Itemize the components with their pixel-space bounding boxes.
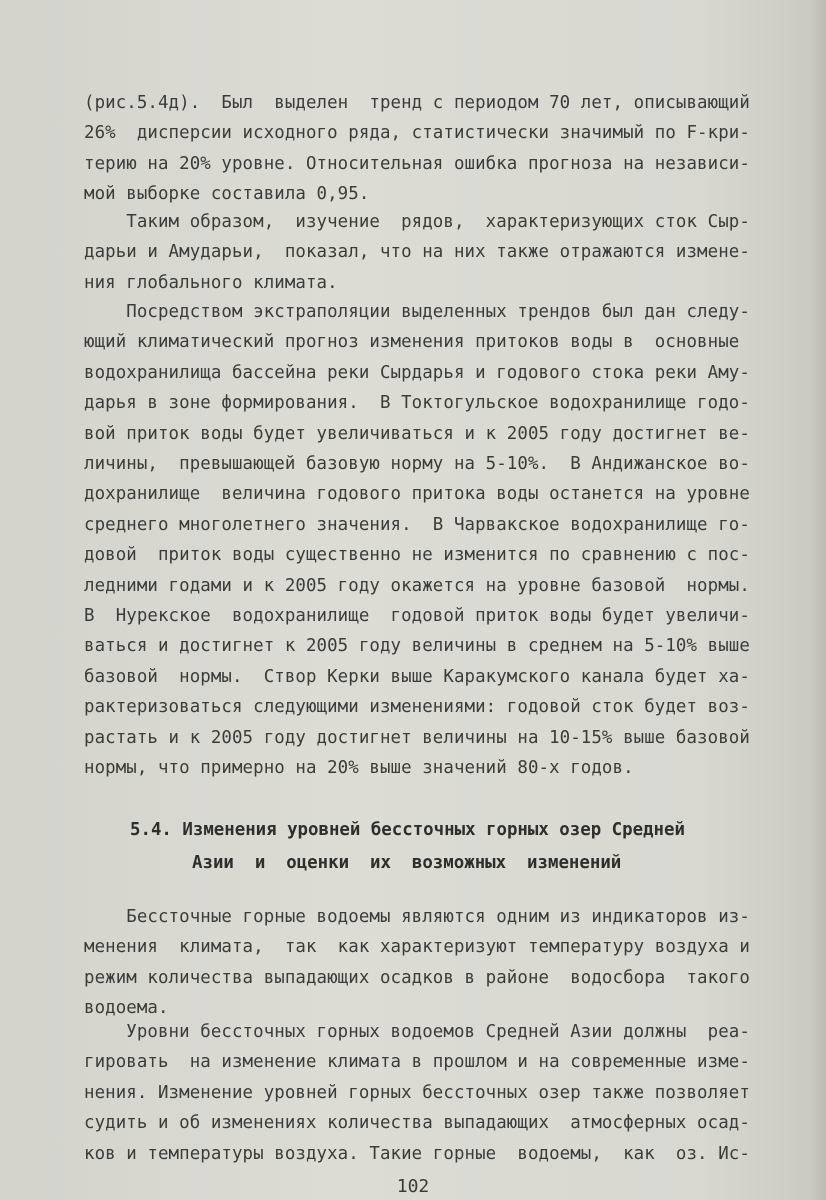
text-line: ющий климатический прогноз изменения притоков воды в основные [84, 332, 740, 353]
text-line: водохранилища бассейна реки Сырдарья и годового стока реки Аму- [84, 362, 750, 383]
text-line: среднего многолетнего значения. В Чарвакское водохранилище го- [84, 514, 750, 535]
text-line: менения климата, так как характеризуют температуру воздуха и [84, 937, 750, 958]
section-number: 5.4. [130, 820, 172, 840]
text-line: мой выборке составила 0,95. [84, 184, 370, 205]
section-heading-line1 [130, 814, 770, 847]
text-line: Бессточные горные водоемы являются одним из индикаторов из- [84, 907, 750, 927]
page-edge-shadow [808, 0, 826, 1200]
text-line: дарьи и Амударьи, показал, что на них также отражаются измене- [84, 242, 750, 263]
text-line: водоема. [84, 998, 169, 1019]
text-line: ков и температуры воздуха. Такие горные водоемы, как оз. Ис- [84, 1143, 750, 1164]
text-line: базовой нормы. Створ Керки выше Каракумского канала будет ха- [84, 666, 750, 687]
text-line: дохранилище величина годового притока воды останется на уровне [84, 484, 750, 505]
text-line: нормы, что примерно на 20% выше значений 80-х годов. [84, 758, 634, 779]
text-line: вой приток воды будет увеличиваться и к 2005 году достигнет ве- [84, 423, 750, 444]
section-title-line2: Азии и оценки их возможных изменений [192, 853, 622, 873]
text-line: Посредством экстраполяции выделенных трендов был дан следу- [84, 302, 750, 322]
paragraph-forecast [84, 297, 809, 784]
text-line: Уровни бессточных горных водоемов Средней Азии должны реа- [84, 1022, 750, 1042]
text-line: терию на 20% уровне. Относительная ошибка прогноза на независи- [84, 153, 750, 174]
section-heading [130, 814, 770, 880]
text-line: ваться и достигнет к 2005 году величины в среднем на 5-10% выше [84, 636, 750, 657]
page-number: 102 [396, 1176, 430, 1197]
text-line: личины, превышающей базовую норму на 5-10%. В Андижанское во- [84, 454, 750, 475]
paragraph-lake-levels [84, 1017, 809, 1169]
text-line: ния глобального климата. [84, 272, 338, 293]
text-line: Таким образом, изучение рядов, характеризующих сток Сыр- [84, 212, 750, 232]
section-title-line1: Изменения уровней бессточных горных озер Средней [182, 820, 685, 840]
paragraph-conclusion [84, 207, 809, 298]
text-line: ледними годами и к 2005 году окажется на уровне базовой нормы. [84, 575, 750, 596]
text-line: (рис.5.4д). Был выделен тренд с периодом 70 лет, описывающий [84, 93, 750, 113]
paragraph-indicators [84, 902, 809, 1024]
text-line: В Нурекское водохранилище годовой приток воды будет увеличи- [84, 606, 750, 627]
text-line: гировать на изменение климата в прошлом и на современные изме- [84, 1052, 750, 1073]
text-line: 26% дисперсии исходного ряда, статистически значимый по F-кри- [84, 123, 750, 144]
text-line: рактеризоваться следующими изменениями: годовой сток будет воз- [84, 697, 750, 718]
text-line: дарья в зоне формирования. В Токтогульское водохранилище годо- [84, 393, 750, 414]
text-line: режим количества выпадающих осадков в районе водосбора такого [84, 967, 750, 988]
text-line: судить и об изменениях количества выпадающих атмосферных осад- [84, 1113, 750, 1134]
paragraph-trend-description [84, 88, 809, 210]
text-line: нения. Изменение уровней горных бессточных озер также позволяет [84, 1082, 750, 1103]
text-line: довой приток воды существенно не изменится по сравнению с пос- [84, 545, 750, 566]
text-line: растать и к 2005 году достигнет величины на 10-15% выше базовой [84, 727, 750, 748]
